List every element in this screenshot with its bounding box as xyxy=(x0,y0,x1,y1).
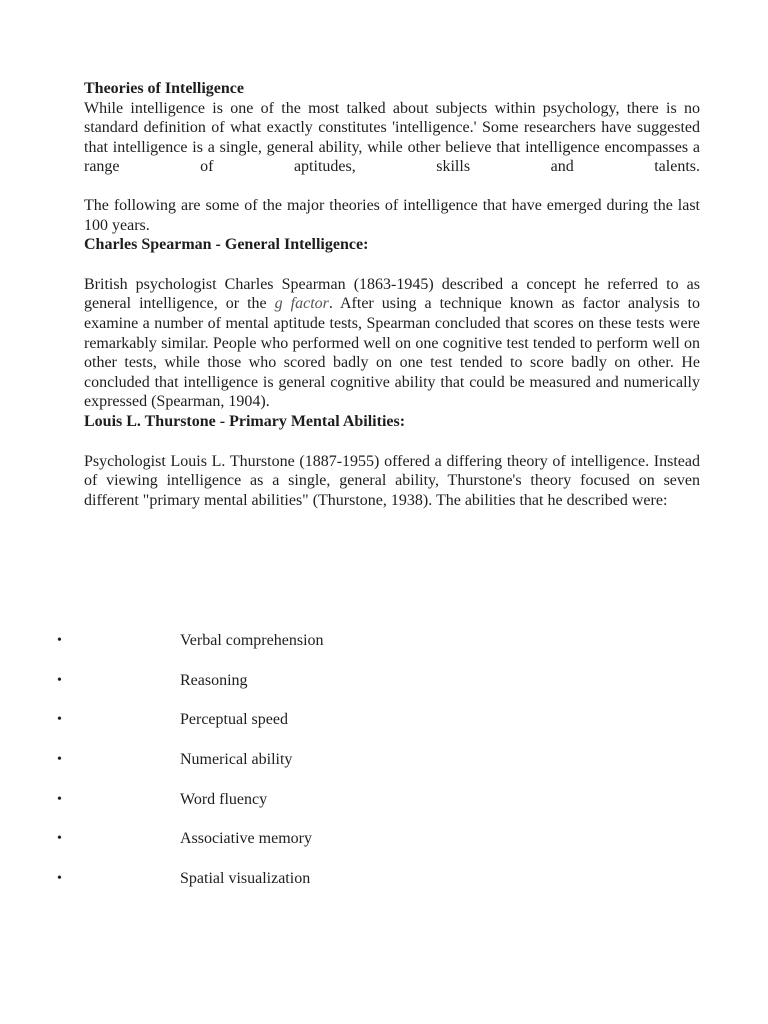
abilities-list xyxy=(0,630,768,908)
g-factor-term: g factor xyxy=(274,295,329,313)
bullet-icon: • xyxy=(57,871,62,887)
ability-label: Perceptual speed xyxy=(180,711,288,729)
list-item xyxy=(0,868,768,908)
bullet-icon: • xyxy=(57,752,62,768)
ability-label: Verbal comprehension xyxy=(180,632,324,649)
document-body xyxy=(84,79,700,510)
list-item xyxy=(0,709,768,749)
bullet-icon: • xyxy=(57,831,62,847)
list-item xyxy=(0,828,768,868)
bullet-icon: • xyxy=(57,791,62,807)
spearman-paragraph xyxy=(84,275,700,412)
section-heading-spearman: Charles Spearman - General Intelligence: xyxy=(84,236,369,254)
document-title: Theories of Intelligence xyxy=(84,80,244,97)
bullet-icon: • xyxy=(57,672,62,688)
list-item xyxy=(0,630,768,670)
list-item xyxy=(0,749,768,789)
bullet-icon: • xyxy=(57,633,62,648)
ability-label: Reasoning xyxy=(180,671,248,689)
ability-label: Spatial visualization xyxy=(180,870,311,888)
list-item xyxy=(0,789,768,829)
bullet-icon: • xyxy=(57,712,62,728)
ability-label: Numerical ability xyxy=(180,751,293,769)
list-item xyxy=(0,670,768,710)
spearman-text-part-1: British psychologist Charles Spearman (1863-1945) described a concept he referred to as general intelligence, or the xyxy=(84,275,700,313)
ability-label: Associative memory xyxy=(180,830,312,848)
ability-label: Word fluency xyxy=(180,790,268,808)
thurstone-paragraph: Psychologist Louis L. Thurstone (1887-1955) offered a differing theory of intelligence. Instead of viewing intelligence as a single, general ability, Thurstone's theory focused on seven different "primary mental abilities" (Thurstone, 1938). The abilities that he described were: xyxy=(84,452,700,509)
intro-paragraph-2: The following are some of the major theories of intelligence that have emerged during the last 100 years. xyxy=(84,196,700,234)
section-heading-thurstone: Louis L. Thurstone - Primary Mental Abilities: xyxy=(84,412,406,430)
spearman-text-part-2: . After using a technique known as factor analysis to examine a number of mental aptitude tests, Spearman concluded that scores on these tests were remarkably similar. People who performed well on one cognitive test tended to perform well on other tests, while those who scored badly on one test tended to score badly on other. He concluded that intelligence is general cognitive ability that could be measured and numerically expressed (Spearman, 1904). xyxy=(84,295,700,411)
intro-paragraph-1: While intelligence is one of the most talked about subjects within psychology, there is no standard definition of what exactly constitutes 'intelligence.' Some researchers have suggested that intelligence is a single, general ability, while other believe that intelligence encompasses a range of aptitudes, skills and talents. xyxy=(84,99,700,176)
